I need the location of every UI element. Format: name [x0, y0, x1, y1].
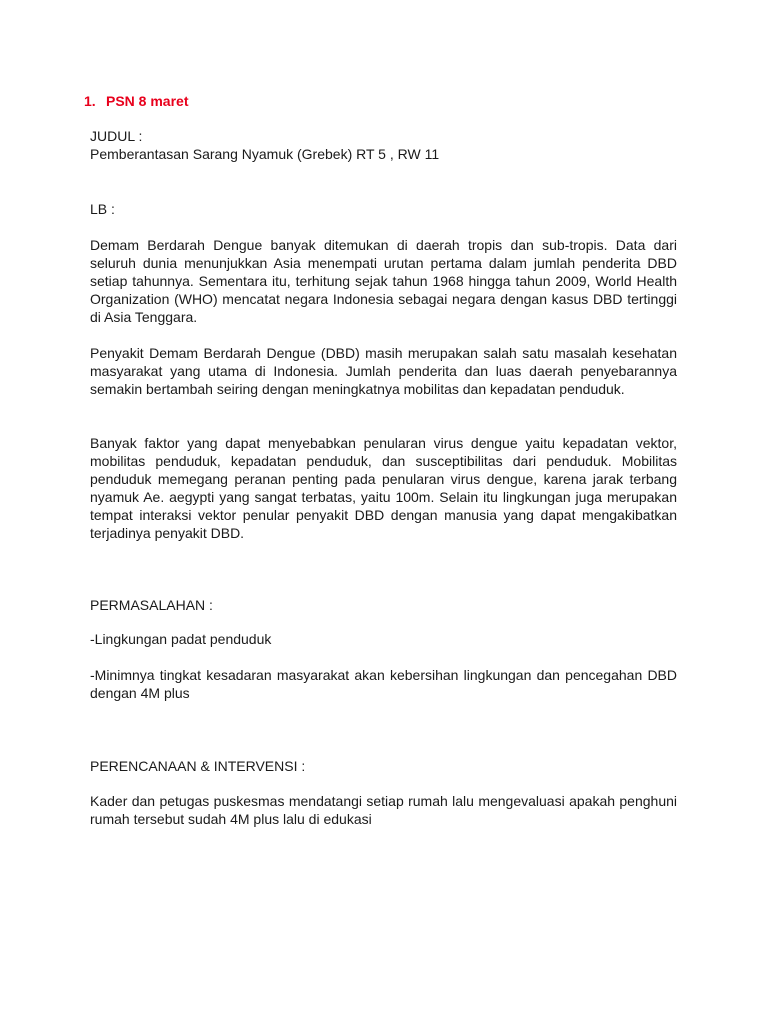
perencanaan-text [90, 792, 677, 828]
lb-paragraph-1 [90, 236, 677, 326]
lb-label-text: LB : [90, 201, 115, 217]
judul-label: JUDUL : [90, 128, 143, 144]
list-item: -Minimnya tingkat kesadaran masyarakat akan kebersihan lingkungan dan pencegahan DBD dengan 4M plus [90, 667, 677, 701]
section-heading [84, 93, 188, 109]
permasalahan-item-2 [90, 666, 677, 702]
lb-paragraph-2-text: Penyakit Demam Berdarah Dengue (DBD) masih merupakan salah satu masalah kesehatan masyarakat yang utama di Indonesia. Jumlah penderita dan luas daerah penyebarannya semakin bertambah seiring dengan meningkatnya mobilitas dan kepadatan penduduk. [90, 345, 677, 397]
lb-label [90, 200, 677, 218]
list-item: -Lingkungan padat penduduk [90, 631, 272, 647]
permasalahan-label-text: PERMASALAHAN : [90, 597, 213, 613]
permasalahan-item-1 [90, 630, 677, 648]
lb-paragraph-2 [90, 344, 677, 398]
section-number: 1. [84, 93, 96, 109]
permasalahan-label [90, 596, 677, 614]
lb-paragraph-3 [90, 434, 677, 542]
perencanaan-label [90, 757, 677, 775]
judul-value: Pemberantasan Sarang Nyamuk (Grebek) RT 5 , RW 11 [90, 146, 440, 162]
section-title: PSN 8 maret [106, 93, 189, 109]
lb-paragraph-1-text: Demam Berdarah Dengue banyak ditemukan di daerah tropis dan sub-tropis. Data dari seluruh dunia menunjukkan Asia menempati urutan pertama dalam jumlah penderita DBD setiap tahunnya. Sementara itu, terhitung sejak tahun 1968 hingga tahun 2009, World Health Organization (WHO) mencatat negara Indonesia sebagai negara dengan kasus DBD tertinggi di Asia Tenggara. [90, 237, 677, 325]
perencanaan-label-text: PERENCANAAN & INTERVENSI : [90, 758, 306, 774]
perencanaan-paragraph: Kader dan petugas puskesmas mendatangi setiap rumah lalu mengevaluasi apakah penghuni rumah tersebut sudah 4M plus lalu di edukasi [90, 793, 677, 827]
lb-paragraph-3-text: Banyak faktor yang dapat menyebabkan penularan virus dengue yaitu kepadatan vektor, mobilitas penduduk, kepadatan penduduk, dan susceptibilitas dari penduduk. Mobilitas penduduk memegang peranan penting pada penularan virus dengue, karena jarak terbang nyamuk Ae. aegypti yang sangat terbatas, yaitu 100m. Selain itu lingkungan juga merupakan tempat interaksi vektor penular penyakit DBD dengan manusia yang dapat mengakibatkan terjadinya penyakit DBD. [90, 435, 677, 541]
judul-block [90, 127, 677, 163]
